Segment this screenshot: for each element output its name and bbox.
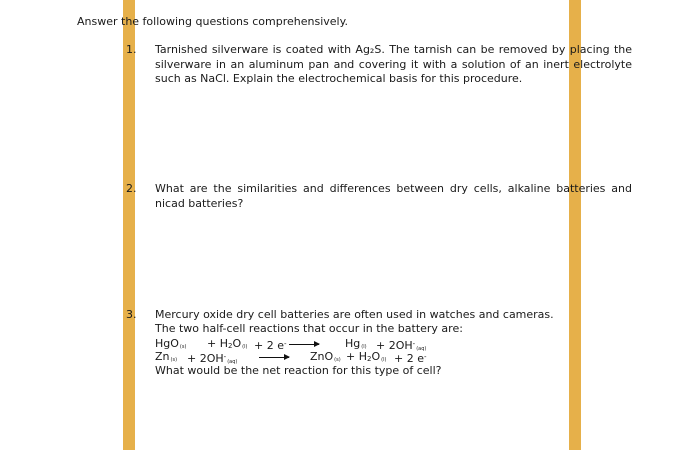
question-number: 2.	[126, 182, 137, 195]
reaction-arrow	[259, 357, 289, 358]
question-text: Tarnished silverware is coated with Ag₂S. The tarnish can be removed by placing the silverware in an aluminum pan and covering it with a solution of an inert electrolyte such as NaCl. Explain the electrochemical basis for this procedure.	[155, 43, 632, 85]
half-reaction-2	[155, 350, 455, 364]
question-number: 1.	[126, 43, 137, 56]
half-reaction-1	[155, 337, 455, 351]
instruction-text: Answer the following questions comprehensively.	[77, 15, 349, 28]
reactant-electrons: + 2 e-	[254, 339, 287, 352]
question-intro-line: Mercury oxide dry cell batteries are often used in watches and cameras.	[155, 308, 554, 321]
question-number: 3.	[126, 308, 137, 321]
reactant-water: + $H_2O_{(l)}$	[207, 337, 248, 350]
product-hydroxide: + $2OH^-_{(aq)}$	[376, 339, 427, 352]
reaction-arrow	[289, 344, 319, 345]
question-3-prompt: What would be the net reaction for this type of cell?	[155, 364, 442, 377]
question-3-line-2: The two half-cell reactions that occur in the battery are:	[155, 322, 463, 335]
product-electrons: + 2 e-	[394, 352, 427, 365]
question-text: What are the similarities and differences between dry cells, alkaline batteries and nicad batteries?	[155, 182, 632, 210]
product-hg: $Hg_{(l)}$	[345, 337, 367, 350]
reactant-zn: $Zn_{(s)}$	[155, 350, 178, 363]
reactant-hgo: HgO$_{(s)}$	[155, 337, 187, 350]
product-water: + $H_2O_{(l)}$	[346, 350, 387, 363]
reactant-hydroxide: + $2OH^-_{(aq)}$	[187, 352, 238, 365]
product-zno: ZnO$_{(s)}$	[310, 350, 341, 363]
